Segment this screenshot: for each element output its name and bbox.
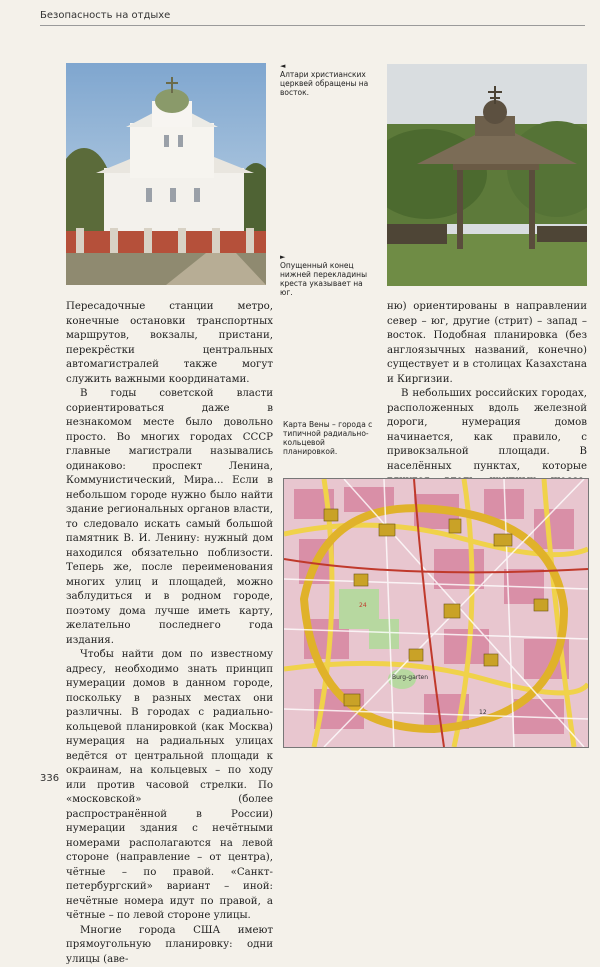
vienna-map xyxy=(283,478,589,748)
left-text-column xyxy=(66,300,273,967)
paragraph: В годы советской власти сориентироваться даже в незнакомом месте было довольно просто. Во многих городах СССР главные магистрали назывались одинаково: проспект Ленина, Коммунистический, Мира... Если в небольшом городе нужно было найти здание региональных органов власти, то следовало искать самый большой памятник В. И. Ленину: нужный дом находился обязательно поблизости. Теперь же, после переименования многих улиц и площадей, можно заблудиться и в родном городе, поэтому дома лучше иметь карту, желательно последнего года издания. xyxy=(66,387,273,648)
map-label-burggarten: Burg-garten xyxy=(392,674,428,681)
map-label-12: 12 xyxy=(479,709,487,716)
church-photo xyxy=(66,63,266,285)
arrow-left-icon: ◄ xyxy=(280,62,375,70)
arrow-right-icon: ► xyxy=(280,253,375,261)
page-number: 336 xyxy=(40,773,59,784)
paragraph: ню) ориентированы в направлении север – юг, другие (стрит) – запад – восток. Подобная планировка (без англоязычных названий, конечно) существует и в столицах Казахстана и Киргизии. xyxy=(387,300,587,387)
paragraph: Пересадочные станции метро, конечные остановки транспортных маршрутов, вокзалы, пристани, перекрёстки центральных автомагистралей также могут служить важными координатами. xyxy=(66,300,273,387)
wooden-chapel-photo xyxy=(387,64,587,286)
caption-cross: ► Опущенный конец нижней перекладины креста указывает на юг. xyxy=(280,253,375,297)
caption-altars: ◄ Алтари христианских церквей обращены на восток. xyxy=(280,62,375,97)
map-label-24: 24 xyxy=(359,602,367,609)
paragraph: В небольших российских городах, расположенных вдоль железной дороги, нумерация домов начинается, как правило, с привокзальной площади. В населённых пунктах, которые xyxy=(387,387,587,532)
paragraph: Чтобы найти дом по известному адресу, необходимо знать принцип нумерации домов в данном городе, поскольку в разных местах они различны. В городах с радиально-кольцевой планировкой (как Москва) нумерация на радиальных улицах ведётся от центральной площади к окраинам, на кольцевых – по ходу или против часовой стрелки. По «московской» (более распространённой в России) нумерации здания с нечётными номерами располагаются на левой стороне (направление – от центра), чётные – по правой. «Санкт-петербургский» вариант – иной: нечётные номера идут по правой, а чётные – по левой стороне улицы. xyxy=(66,648,273,924)
running-header: Безопасность на отдыхе xyxy=(40,10,585,26)
paragraph: Многие города США имеют прямоугольную планировку: одни улицы (аве- xyxy=(66,924,273,967)
caption-map: Карта Вены – города с типичной радиально-кольцевой планировкой. xyxy=(283,420,378,456)
